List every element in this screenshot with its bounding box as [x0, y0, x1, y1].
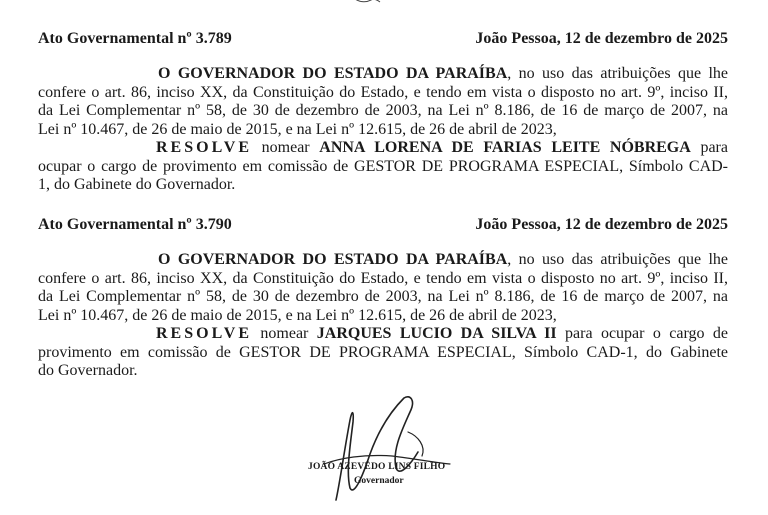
- act-line: [38, 139, 728, 158]
- act-line: confere o art. 86, inciso XX, da Constituição do Estado, e tendo em vista o disposto no art. 9º, inciso II,: [38, 83, 728, 101]
- act-header: [38, 29, 728, 49]
- line-text: nomear: [252, 325, 317, 342]
- line-text: nomear: [252, 139, 320, 156]
- act-line: da Lei Complementar nº 58, de 30 de dezembro de 2003, na Lei nº 8.186, de 16 de março de 2007, na: [38, 288, 728, 305]
- act-line: provimento em comissão de GESTOR DE PROGRAMA ESPECIAL, Símbolo CAD-1, do Gabinete: [38, 343, 728, 361]
- signature-block: [300, 392, 480, 502]
- line-text: , no uso das atribuições que lhe: [507, 251, 728, 268]
- act-3790: [38, 215, 728, 381]
- act-line: [38, 251, 728, 270]
- act-line: ocupar o cargo de provimento em comissão de GESTOR DE PROGRAMA ESPECIAL, Símbolo CAD-: [38, 157, 728, 175]
- appointee-name: JARQUES LUCIO DA SILVA II: [316, 325, 557, 342]
- act-line: [38, 325, 728, 344]
- governor-title: O GOVERNADOR DO ESTADO DA PARAÍBA: [158, 65, 508, 82]
- act-body: [38, 65, 728, 195]
- line-text: para ocupar o cargo de: [556, 325, 728, 342]
- act-line: [38, 65, 728, 84]
- act-3789: [38, 29, 728, 195]
- line-text: , no uso das atribuições que lhe: [507, 65, 728, 82]
- act-line: Lei nº 10.467, de 26 de maio de 2015, e na Lei nº 12.615, de 26 de abril de 2023,: [38, 120, 557, 138]
- act-line: confere o art. 86, inciso XX, da Constituição do Estado, e tendo em vista o disposto no art. 9º, inciso II,: [38, 269, 728, 287]
- act-line: 1, do Gabinete do Governador.: [38, 176, 236, 193]
- signer-name: JOÃO AZEVÊDO LINS FILHO: [308, 462, 446, 472]
- act-header: [38, 215, 728, 235]
- governor-title: O GOVERNADOR DO ESTADO DA PARAÍBA: [158, 251, 508, 268]
- act-line: da Lei Complementar nº 58, de 30 de dezembro de 2003, na Lei nº 8.186, de 16 de março de 2007, na: [38, 102, 728, 119]
- act-place-date: João Pessoa, 12 de dezembro de 2025: [475, 216, 728, 233]
- act-line: Lei nº 10.467, de 26 de maio de 2015, e na Lei nº 12.615, de 26 de abril de 2023,: [38, 306, 557, 324]
- line-text: para: [690, 139, 728, 156]
- signer-role: Governador: [354, 476, 404, 486]
- resolve-keyword: RESOLVE: [156, 325, 252, 342]
- page-top-mark: [353, 0, 383, 6]
- act-line: do Governador.: [38, 362, 138, 379]
- act-number: Ato Governamental nº 3.789: [38, 30, 232, 47]
- appointee-name: ANNA LORENA DE FARIAS LEITE NÓBREGA: [319, 139, 691, 156]
- act-body: [38, 251, 728, 381]
- resolve-keyword: RESOLVE: [156, 139, 252, 156]
- act-place-date: João Pessoa, 12 de dezembro de 2025: [475, 30, 728, 47]
- act-number: Ato Governamental nº 3.790: [38, 216, 232, 233]
